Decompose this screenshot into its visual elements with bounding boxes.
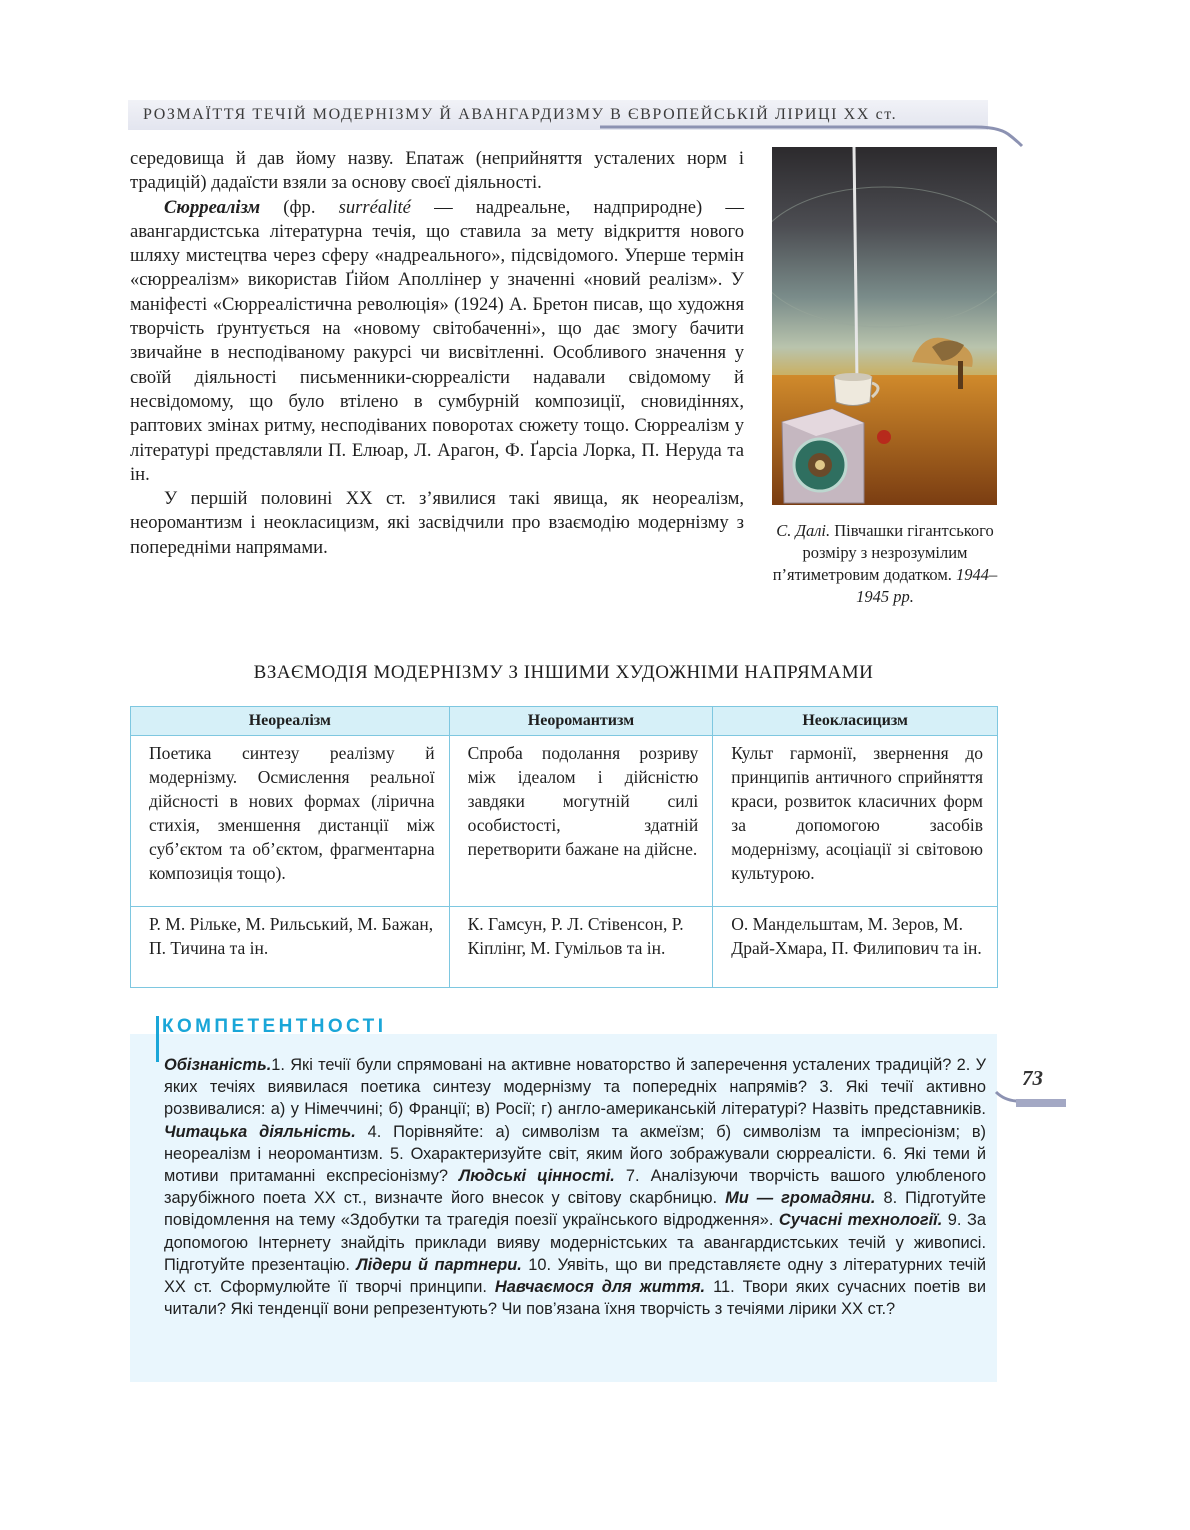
figure-caption <box>770 520 1000 608</box>
table-cell: Культ гармонії, звернення до принципів античного сприйняття краси, розвиток класичних форм за допомогою засобів модернізму, асоціації зі світовою культурою. <box>713 736 998 907</box>
running-head: РОЗМАЇТТЯ ТЕЧІЙ МОДЕРНІЗМУ Й АВАНГАРДИЗМУ В ЄВРОПЕЙСЬКІЙ ЛІРИЦІ XX ст. <box>143 106 898 123</box>
table-cell: Поетика синтезу реалізму й модернізму. Осмислення реальної дійсності в нових формах (лірична стихія, зменшення дистанції між суб’єктом та об’єктом, фрагментарна композиція тощо). <box>131 736 450 907</box>
dali-painting-image <box>772 147 997 505</box>
table-cell: О. Мандельштам, М. Зеров, М. Драй-Хмара, П. Филипович та ін. <box>713 907 998 988</box>
caption-title: Півчашки гігантського розміру з незрозумілим п’ятиметровим додатком. <box>772 521 994 584</box>
paragraph-directions: У першій половині XX ст. з’явилися такі явища, як неореалізм, неоромантизм і неокласицизм, які засвідчили про взаємодію модернізму з попередніми напрямами. <box>130 488 744 558</box>
table-row-representatives <box>131 907 998 988</box>
header-decorative-line <box>600 118 1030 148</box>
column-header-neoclassicism: Неокласицизм <box>713 707 998 736</box>
table-cell: Р. М. Рільке, М. Рильський, М. Бажан, П. Тичина та ін. <box>131 907 450 988</box>
table-header-row <box>131 707 998 736</box>
term-surrealism: Сюрреалізм <box>164 196 261 218</box>
competences-heading: КОМПЕТЕНТНОСТІ <box>162 1016 387 1037</box>
table-cell: К. Гамсун, Р. Л. Стівенсон, Р. Кіплінг, М. Гумільов та ін. <box>449 907 713 988</box>
page-number: 73 <box>1022 1066 1043 1090</box>
caption-author: С. Далі. <box>776 521 831 540</box>
directions-table <box>130 706 998 988</box>
term-foreign: surréalité <box>338 196 411 218</box>
competences-text: Обізнаність.1. Які течії були спрямовані на активне новаторство й заперечення усталених традицій? 2. У яких течіях виявилася поетика синтезу модернізму та попередніх напрямів? 3. Які течії активно розвивалися: а) у Німеччині; б) Франції; в) Росії; г) англо-американській літературі? Назвіть представників. Читацька діяльність. 4. Порівняйте: а) символізм та акмеїзм; б) символізм та імпресіонізм; в) неореалізм і неоромантизм. 5. Охарактеризуйте світ, яким його зображували сюрреалісти. 6. Які теми й мотиви притаманні експресіонізму? Людські цінності. 7. Аналізуючи творчість вашого улюбленого зарубіжного поета XX ст., визначте його внесок у світову скарбницю. Ми — громадяни. 8. Підготуйте повідомлення на тему «Здобутки та трагедія поезії українського відродження». Сучасні технології. 9. За допомогою Інтернету знайдіть приклади вияву модерністських та авангардистських течій у живописі. Підготуйте презентацію. Лідери й партнери. 10. Уявіть, що ви представляєте одну з літературних течій XX ст. Сформулюйте її творчі принципи. Навчаємося для життя. 11. Твори яких сучасних поетів ви читали? Які тенденції вони репрезентують? Чи пов’язана їхня творчість з течіями лірики XX ст.? <box>164 1056 987 1319</box>
table-row-descriptions <box>131 736 998 907</box>
body-text <box>130 147 744 560</box>
table-title: ВЗАЄМОДІЯ МОДЕРНІЗМУ З ІНШИМИ ХУДОЖНІМИ НАПРЯМАМИ <box>253 662 874 683</box>
table-cell: Спроба подолання розриву між ідеалом і дійсністю завдяки могутній силі особистості, здатній перетворити бажане на дійсне. <box>449 736 713 907</box>
footer-decorative-line <box>994 1088 1066 1110</box>
paragraph-surrealism: Сюрреалізм (фр. surréalité — надреальне, надприродне) — авангардистська літературна течія, що ставила за мету відкриття нового шляху мистецтва через сферу «надреального», підсвідомого. Уперше термін «сюрреалізм» використав Ґійом Аполлінер у значенні «новий реалізм». У маніфесті «Сюрреалістична революція» (1924) А. Бретон писав, що художня творчість ґрунтується на «новому світобаченні», що дає змогу бачити звичайне в несподіваному ракурсі чи висвітленні. Особливого значення у своїй діяльності письменники-сюрреалісти надавали свідомому й несвідомому, що було втілено в сумбурній композиції, сновидіннях, раптових змінах ритму, несподіваних поворотах сюжету тощо. Сюрреалізм у літературі представляли П. Елюар, Л. Арагон, Ф. Ґарсіа Лорка, П. Неруда та ін. <box>130 196 744 485</box>
competences-accent-bar <box>156 1016 159 1062</box>
column-header-neorealism: Неореалізм <box>131 707 450 736</box>
column-header-neoromanticism: Неоромантизм <box>449 707 713 736</box>
caption-years: 1944–1945 рр. <box>856 565 998 606</box>
paragraph-dadaism: середовища й дав йому назву. Епатаж (неприйняття усталених норм і традицій) дадаїсти взяли за основу своєї діяльності. <box>130 148 744 194</box>
